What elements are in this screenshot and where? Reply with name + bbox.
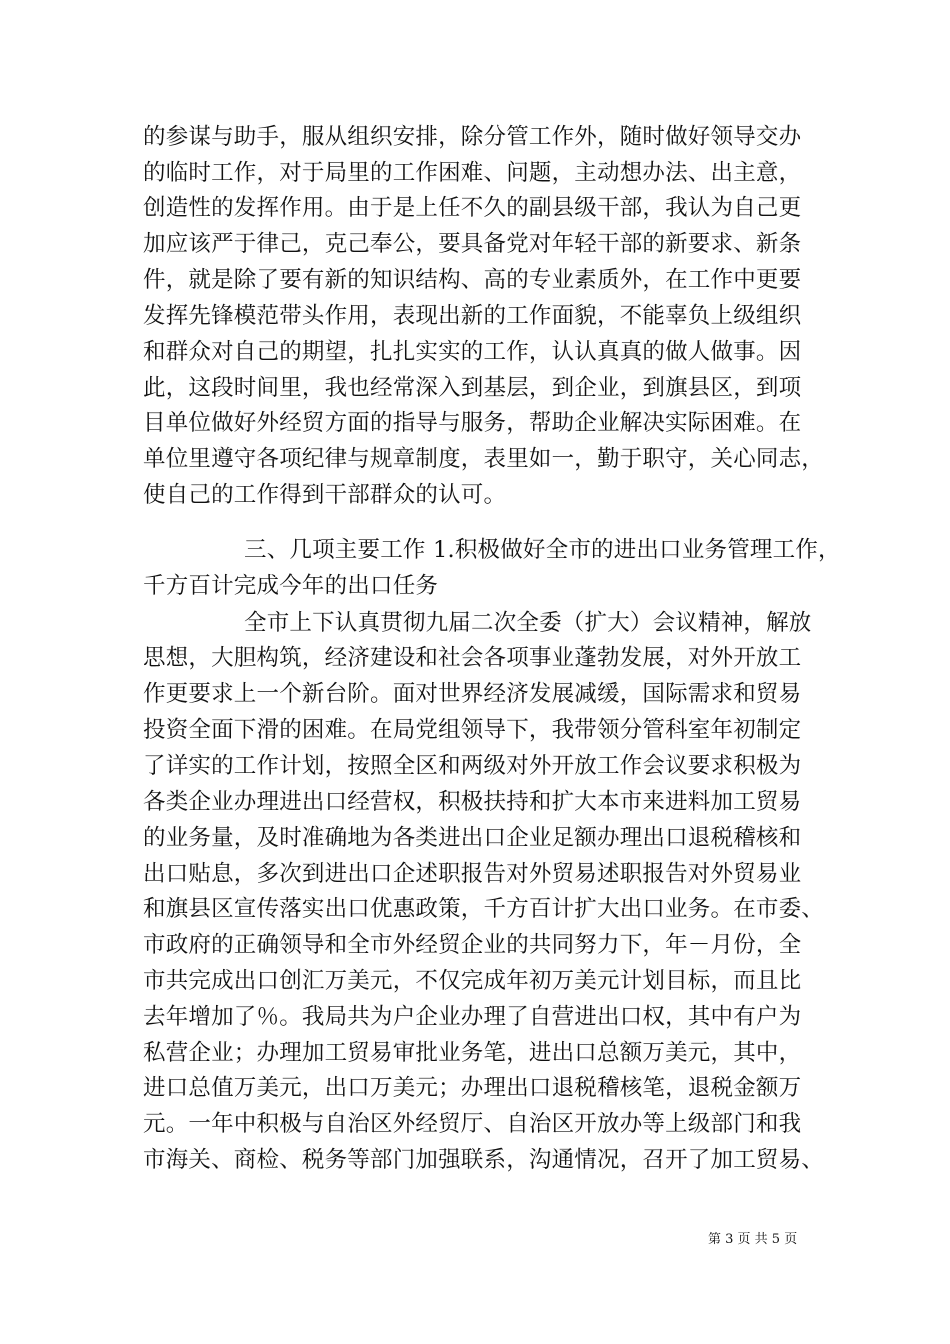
paragraph-line: 创造性的发挥作用。由于是上任不久的副县级干部，我认为自己更 — [143, 195, 802, 221]
section-heading: 三、几项主要工作 1.积极做好全市的进出口业务管理工作， — [244, 537, 841, 563]
paragraph-line: 市共完成出口创汇万美元，不仅完成年初万美元计划目标，而且比 — [143, 968, 802, 994]
paragraph-line: 此，这段时间里，我也经常深入到基层，到企业，到旗县区，到项 — [143, 375, 802, 401]
paragraph-line: 加应该严于律己，克己奉公，要具备党对年轻干部的新要求、新条 — [143, 231, 802, 257]
paragraph-line: 和旗县区宣传落实出口优惠政策，千方百计扩大出口业务。在市委、 — [143, 896, 825, 922]
paragraph-line: 作更要求上一个新台阶。面对世界经济发展减缓，国际需求和贸易 — [143, 681, 802, 707]
paragraph-line: 发挥先锋模范带头作用，表现出新的工作面貌，不能辜负上级组织 — [143, 303, 802, 329]
paragraph-line: 目单位做好外经贸方面的指导与服务，帮助企业解决实际困难。在 — [143, 410, 802, 436]
paragraph-line: 的业务量，及时准确地为各类进出口企业足额办理出口退税稽核和 — [143, 825, 802, 851]
paragraph-line: 件，就是除了要有新的知识结构、高的专业素质外，在工作中更要 — [143, 267, 802, 293]
paragraph-line: 各类企业办理进出口经营权，积极扶持和扩大本市来进料加工贸易 — [143, 789, 802, 815]
paragraph-line: 进口总值万美元，出口万美元；办理出口退税稽核笔，退税金额万 — [143, 1075, 802, 1101]
paragraph-line: 单位里遵守各项纪律与规章制度，表里如一，勤于职守，关心同志， — [143, 446, 825, 472]
paragraph-line: 了详实的工作计划，按照全区和两级对外开放工作会议要求积极为 — [143, 753, 802, 779]
paragraph-line: 和群众对自己的期望，扎扎实实的工作，认认真真的做人做事。因 — [143, 339, 802, 365]
paragraph-line: 的临时工作，对于局里的工作困难、问题，主动想办法、出主意， — [143, 160, 802, 186]
paragraph-line: 思想，大胆构筑，经济建设和社会各项事业蓬勃发展，对外开放工 — [143, 645, 802, 671]
paragraph-line: 投资全面下滑的困难。在局党组领导下，我带领分管科室年初制定 — [143, 717, 802, 743]
paragraph-line: 私营企业；办理加工贸易审批业务笔，进出口总额万美元，其中， — [143, 1040, 802, 1066]
section-heading-continued: 千方百计完成今年的出口任务 — [143, 573, 439, 599]
paragraph-line: 市政府的正确领导和全市外经贸企业的共同努力下，年－月份，全 — [143, 932, 802, 958]
paragraph-line: 元。一年中积极与自治区外经贸厅、自治区开放办等上级部门和我 — [143, 1111, 802, 1137]
page-number-footer: 第 3 页 共 5 页 — [708, 1232, 798, 1247]
paragraph-line: 出口贴息，多次到进出口企述职报告对外贸易述职报告对外贸易业 — [143, 861, 802, 887]
paragraph-first-line: 全市上下认真贯彻九届二次全委（扩大）会议精神，解放 — [244, 610, 812, 636]
paragraph-line: 市海关、商检、税务等部门加强联系，沟通情况，召开了加工贸易、 — [143, 1147, 825, 1173]
paragraph-line: 的参谋与助手，服从组织安排，除分管工作外，随时做好领导交办 — [143, 124, 802, 150]
paragraph-line: 使自己的工作得到干部群众的认可。 — [143, 482, 507, 508]
paragraph-line: 去年增加了％。我局共为户企业办理了自营进出口权，其中有户为 — [143, 1004, 802, 1030]
